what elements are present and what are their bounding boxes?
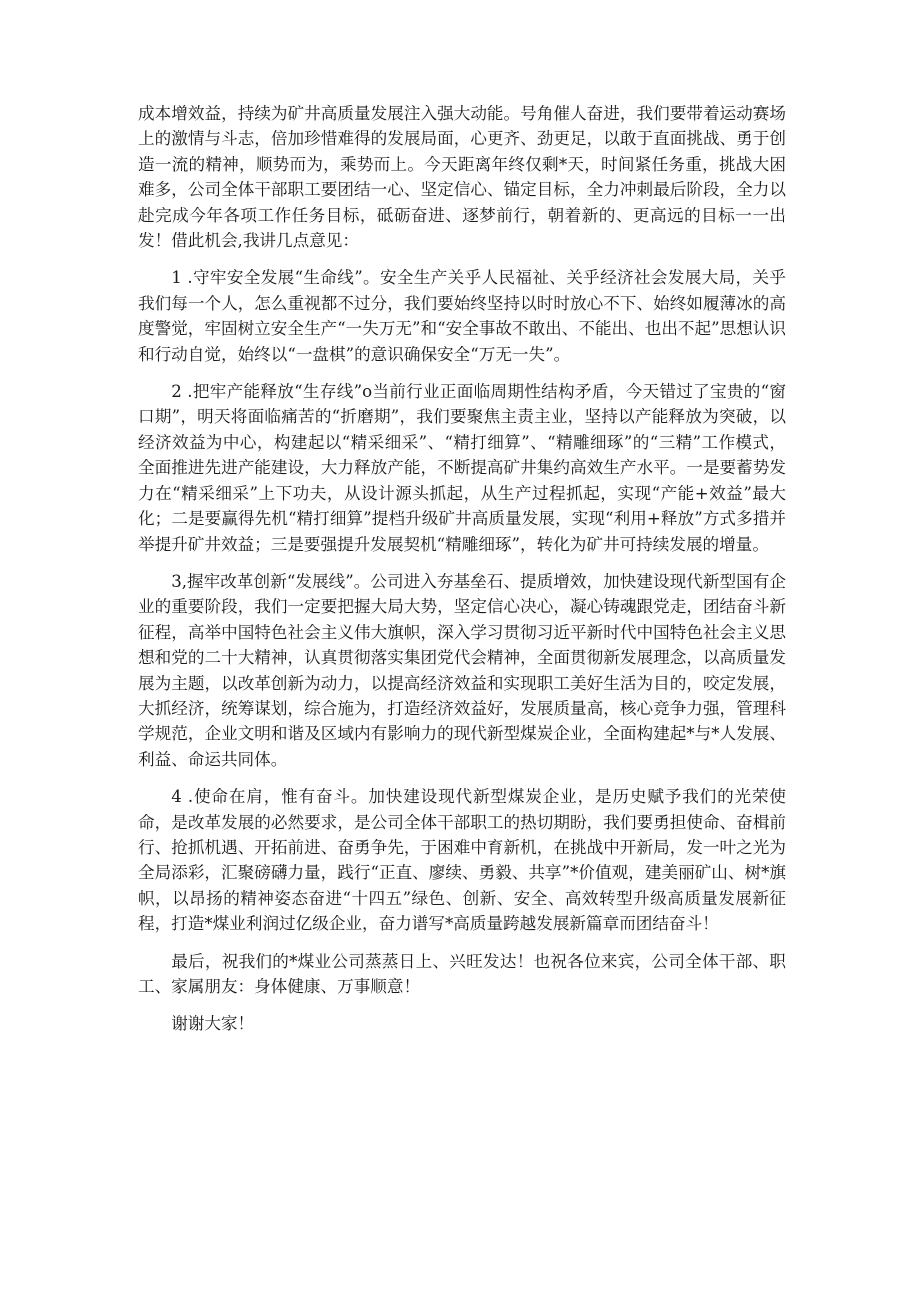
intro-paragraph: 成本增效益，持续为矿井高质量发展注入强大动能。号角催人奋进，我们要带着运动赛场上的激情与斗志，倍加珍惜难得的发展局面，心更齐、劲更足，以敢于直面挑战、勇于创造一流的精神，顺势而为，乘势而上。今天距离年终仅剩*天，时间紧任务重，挑战大困难多，公司全体干部职工要团结一心、坚定信心、锚定目标，全力冲刺最后阶段，全力以赴完成今年各项工作任务目标，砥砺奋进、逐梦前行，朝着新的、更高远的目标一一出发！借此机会,我讲几点意见： [138,104,786,251]
point-2-paragraph: 2 .把牢产能释放“生存线”o当前行业正面临周期性结构矛盾，今天错过了宝贵的“窗口期”，明天将面临痛苦的“折磨期”，我们要聚焦主责主业，坚持以产能释放为突破，以经济效益为中心，构建起以“精采细采”、“精打细算”、“精雕细琢”的“三精”工作模式，全面推进先进产能建设，大力释放产能，不断提高矿井集约高效生产水平。一是要蓄势发力在“精采细采”上下功夫，从设计源头抓起，从生产过程抓起，实现“产能+效益”最大化；二是要赢得先机“精打细算”提档升级矿井高质量发展，实现“利用+释放”方式多措并举提升矿井效益；三是要强提升发展契机“精雕细琢”，转化为矿井可持续发展的增量。 [138,382,786,554]
point-4-paragraph: 4 .使命在肩，惟有奋斗。加快建设现代新型煤炭企业，是历史赋予我们的光荣使命，是改革发展的必然要求，是公司全体干部职工的热切期盼，我们要勇担使命、奋楫前行、抢抓机遇、开拓前进、奋勇争先，于困难中育新机，在挑战中开新局，发一叶之光为全局添彩，汇聚磅礴力量，践行“正直、廖续、勇毅、共享”*价值观，建美丽矿山、树*旗帜，以昂扬的精神姿态奋进“十四五”绿色、创新、安全、高效转型升级高质量发展新征程，打造*煤业利润过亿级企业，奋力谱写*高质量跨越发展新篇章而团结奋斗！ [138,787,786,934]
point-1-paragraph: 1 .守牢安全发展“生命线”。安全生产关乎人民福祉、关乎经济社会发展大局，关乎我们每一个人，怎么重视都不过分，我们要始终坚持以时时放心不下、始终如履薄冰的高度警觉，牢固树立安全生产“一失万无”和“安全事故不敢出、不能出、也出不起”思想认识和行动自觉，始终以“一盘棋”的意识确保安全“万无一失”。 [138,268,786,364]
point-3-paragraph: 3,握牢改革创新“发展线”。公司进入夯基垒石、提质增效，加快建设现代新型国有企业的重要阶段，我们一定要把握大局大势，坚定信心决心，凝心铸魂跟党走，团结奋斗新征程，高举中国特色社会主义伟大旗帜，深入学习贯彻习近平新时代中国特色社会主义思想和党的二十大精神，认真贯彻落实集团党代会精神，全面贯彻新发展理念，以高质量发展为主题，以改革创新为动力，以提高经济效益和实现职工美好生活为目的，咬定发展，大抓经济，统筹谋划，综合施为，打造经济效益好，发展质量高，核心竞争力强，管理科学规范，企业文明和谐及区域内有影响力的现代新型煤炭企业，全面构建起*与*人发展、利益、命运共同体。 [138,571,786,769]
thanks-paragraph: 谢谢大家！ [171,1014,255,1034]
closing-wishes-paragraph: 最后，祝我们的*煤业公司蒸蒸日上、兴旺发达！也祝各位来宾，公司全体干部、职工、家属朋友：身体健康、万事顺意！ [138,951,786,996]
document-page [138,101,786,1037]
